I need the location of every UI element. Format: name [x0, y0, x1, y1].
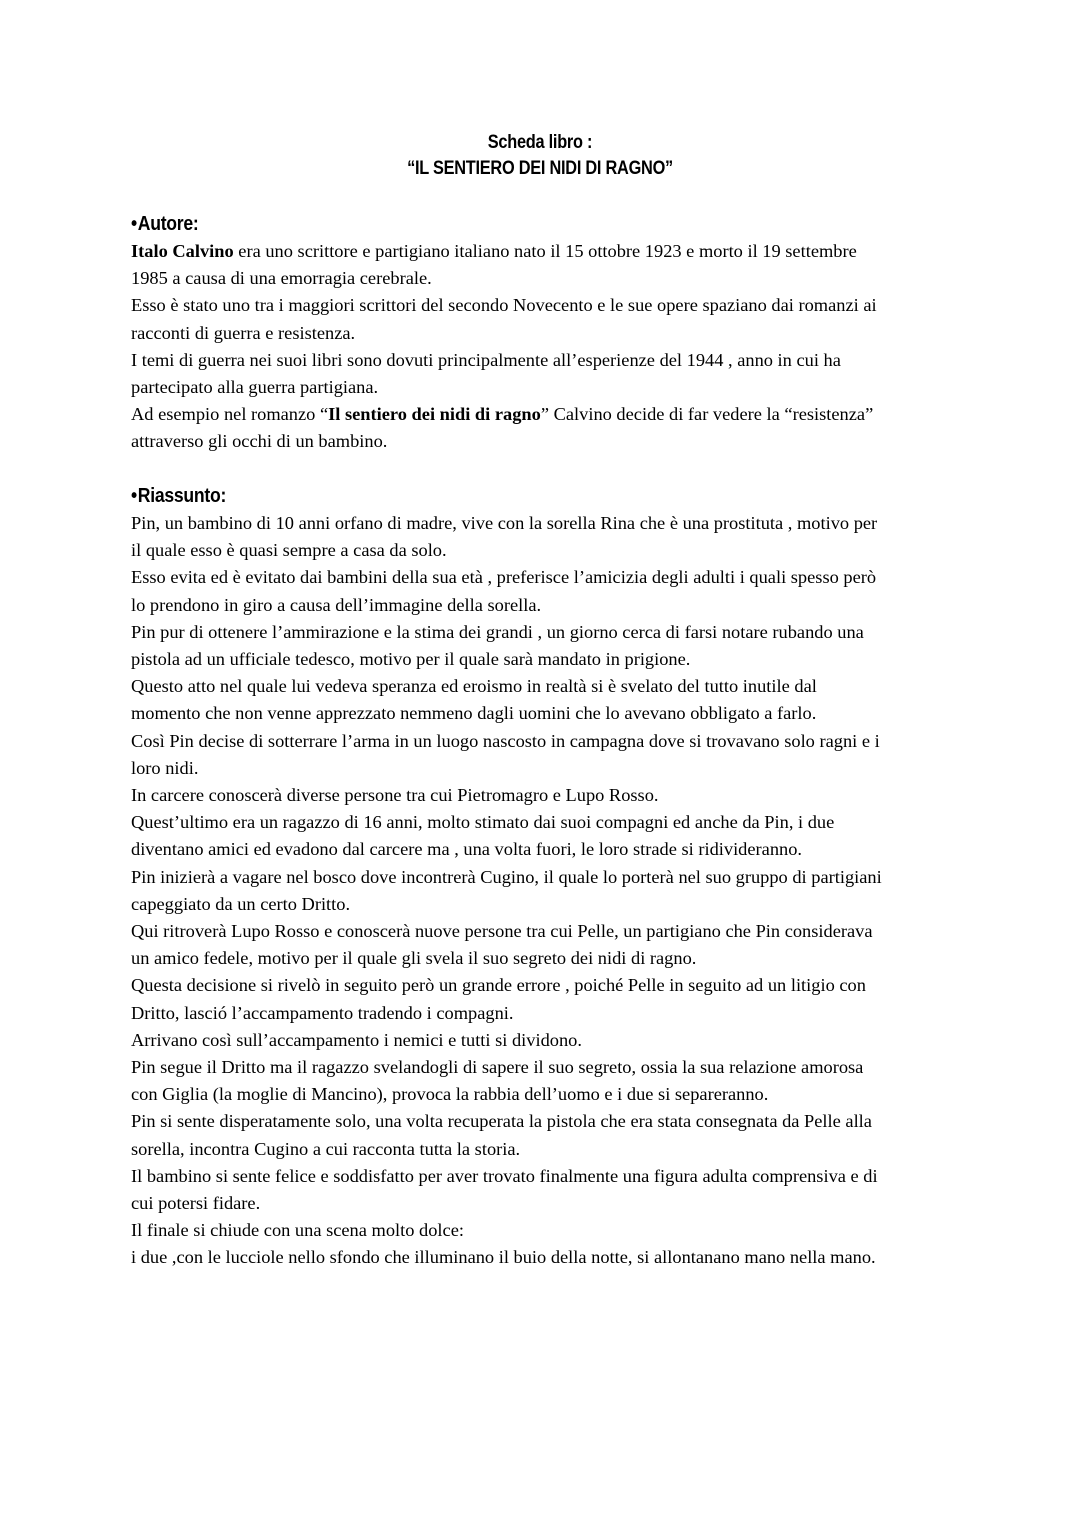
autore-heading-label: Autore:: [137, 213, 199, 235]
paragraph-line: Pin segue il Dritto ma il ragazzo svelandogli di sapere il suo segreto, ossia la sua relazione amorosa: [131, 1057, 864, 1078]
paragraph-line: sorella, incontra Cugino a cui racconta tutta la storia.: [131, 1138, 521, 1159]
paragraph-line: 1985 a causa di una emorragia cerebrale.: [131, 268, 432, 289]
riassunto-section: [131, 510, 961, 1272]
paragraph-line: Il bambino si sente felice e soddisfatto per aver trovato finalmente una figura adulta comprensiva e di: [131, 1165, 878, 1186]
paragraph-line: partecipato alla guerra partigiana.: [131, 377, 379, 398]
paragraph-line: I temi di guerra nei suoi libri sono dovuti principalmente all’esperienze del 1944 , anno in cui ha: [131, 349, 841, 370]
paragraph-line: attraverso gli occhi di un bambino.: [131, 431, 388, 452]
paragraph-line: In carcere conoscerà diverse persone tra cui Pietromagro e Lupo Rosso.: [131, 785, 659, 806]
bullet-icon: •: [131, 213, 137, 235]
paragraph-line: lo prendono in giro a causa dell’immagine della sorella.: [131, 594, 542, 615]
paragraph-line: Pin pur di ottenere l’ammirazione e la stima dei grandi , un giorno cerca di farsi notare rubando una: [131, 621, 864, 642]
paragraph-line: cui potersi fidare.: [131, 1193, 261, 1214]
paragraph-line: Esso è stato uno tra i maggiori scrittori del secondo Novecento e le sue opere spaziano dai romanzi ai: [131, 295, 877, 316]
paragraph-line: Così Pin decise di sotterrare l’arma in un luogo nascosto in campagna dove si trovavano solo ragni e i: [131, 730, 880, 751]
autore-heading: [131, 211, 199, 237]
paragraph-line: Arrivano così sull’accampamento i nemici e tutti si dividono.: [131, 1029, 582, 1050]
paragraph-line: Esso evita ed è evitato dai bambini della sua età , preferisce l’amicizia degli adulti i quali spesso però: [131, 567, 877, 588]
document-title: [76, 130, 1005, 182]
autore-section: [131, 238, 961, 456]
paragraph-line: Il finale si chiude con una scena molto dolce:: [131, 1220, 464, 1241]
paragraph-line: pistola ad un ufficiale tedesco, motivo per il quale sarà mandato in prigione.: [131, 649, 691, 670]
paragraph-line: Questo atto nel quale lui vedeva speranza ed eroismo in realtà si è svelato del tutto inutile dal: [131, 676, 817, 697]
paragraph-line: Pin si sente disperatamente solo, una volta recuperata la pistola che era stata consegnata da Pelle alla: [131, 1111, 872, 1132]
paragraph-line: il quale esso è quasi sempre a casa da solo.: [131, 540, 447, 561]
paragraph-line: Dritto, lasció l’accampamento tradendo i compagni.: [131, 1002, 514, 1023]
paragraph-line: Pin, un bambino di 10 anni orfano di madre, vive con la sorella Rina che è una prostituta , motivo per: [131, 513, 878, 533]
paragraph-line: momento che non venne apprezzato nemmeno dagli uomini che lo avevano obbligato a farlo.: [131, 703, 817, 724]
title-line-1: Scheda libro :: [487, 132, 593, 153]
paragraph-line: diventano amici ed evadono dal carcere ma , una volta fuori, le loro strade si ridivideranno.: [131, 839, 803, 860]
paragraph-line: Qui ritroverà Lupo Rosso e conoscerà nuove persone tra cui Pelle, un partigiano che Pin considerava: [131, 921, 873, 942]
paragraph-line: un amico fedele, motivo per il quale gli svela il suo segreto dei nidi di ragno.: [131, 948, 697, 969]
paragraph-line: Ad esempio nel romanzo “Il sentiero dei nidi di ragno” Calvino decide di far vedere la “resistenza”: [131, 404, 874, 425]
paragraph-line: loro nidi.: [131, 757, 199, 778]
paragraph-line: Questa decisione si rivelò in seguito però un grande errore , poiché Pelle in seguito ad un litigio con: [131, 975, 866, 996]
paragraph-line: racconti di guerra e resistenza.: [131, 322, 356, 343]
riassunto-heading-label: Riassunto:: [137, 485, 227, 507]
paragraph-line: Pin inizierà a vagare nel bosco dove incontrerà Cugino, il quale lo porterà nel suo gruppo di partigiani: [131, 866, 882, 887]
title-line-2: “IL SENTIERO DEI NIDI DI RAGNO”: [407, 158, 673, 179]
paragraph-line: i due ,con le lucciole nello sfondo che illuminano il buio della notte, si allontanano mano nella mano.: [131, 1247, 876, 1268]
paragraph-line: capeggiato da un certo Dritto.: [131, 893, 351, 914]
riassunto-heading: [131, 483, 226, 509]
paragraph-line: Quest’ultimo era un ragazzo di 16 anni, molto stimato dai suoi compagni ed anche da Pin, i due: [131, 812, 835, 833]
paragraph-line: con Giglia (la moglie di Mancino), provoca la rabbia dell’uomo e i due si separeranno.: [131, 1084, 769, 1105]
paragraph-line: Italo Calvino era uno scrittore e partigiano italiano nato il 15 ottobre 1923 e morto il 19 settembre: [131, 241, 857, 261]
bullet-icon: •: [131, 485, 137, 507]
